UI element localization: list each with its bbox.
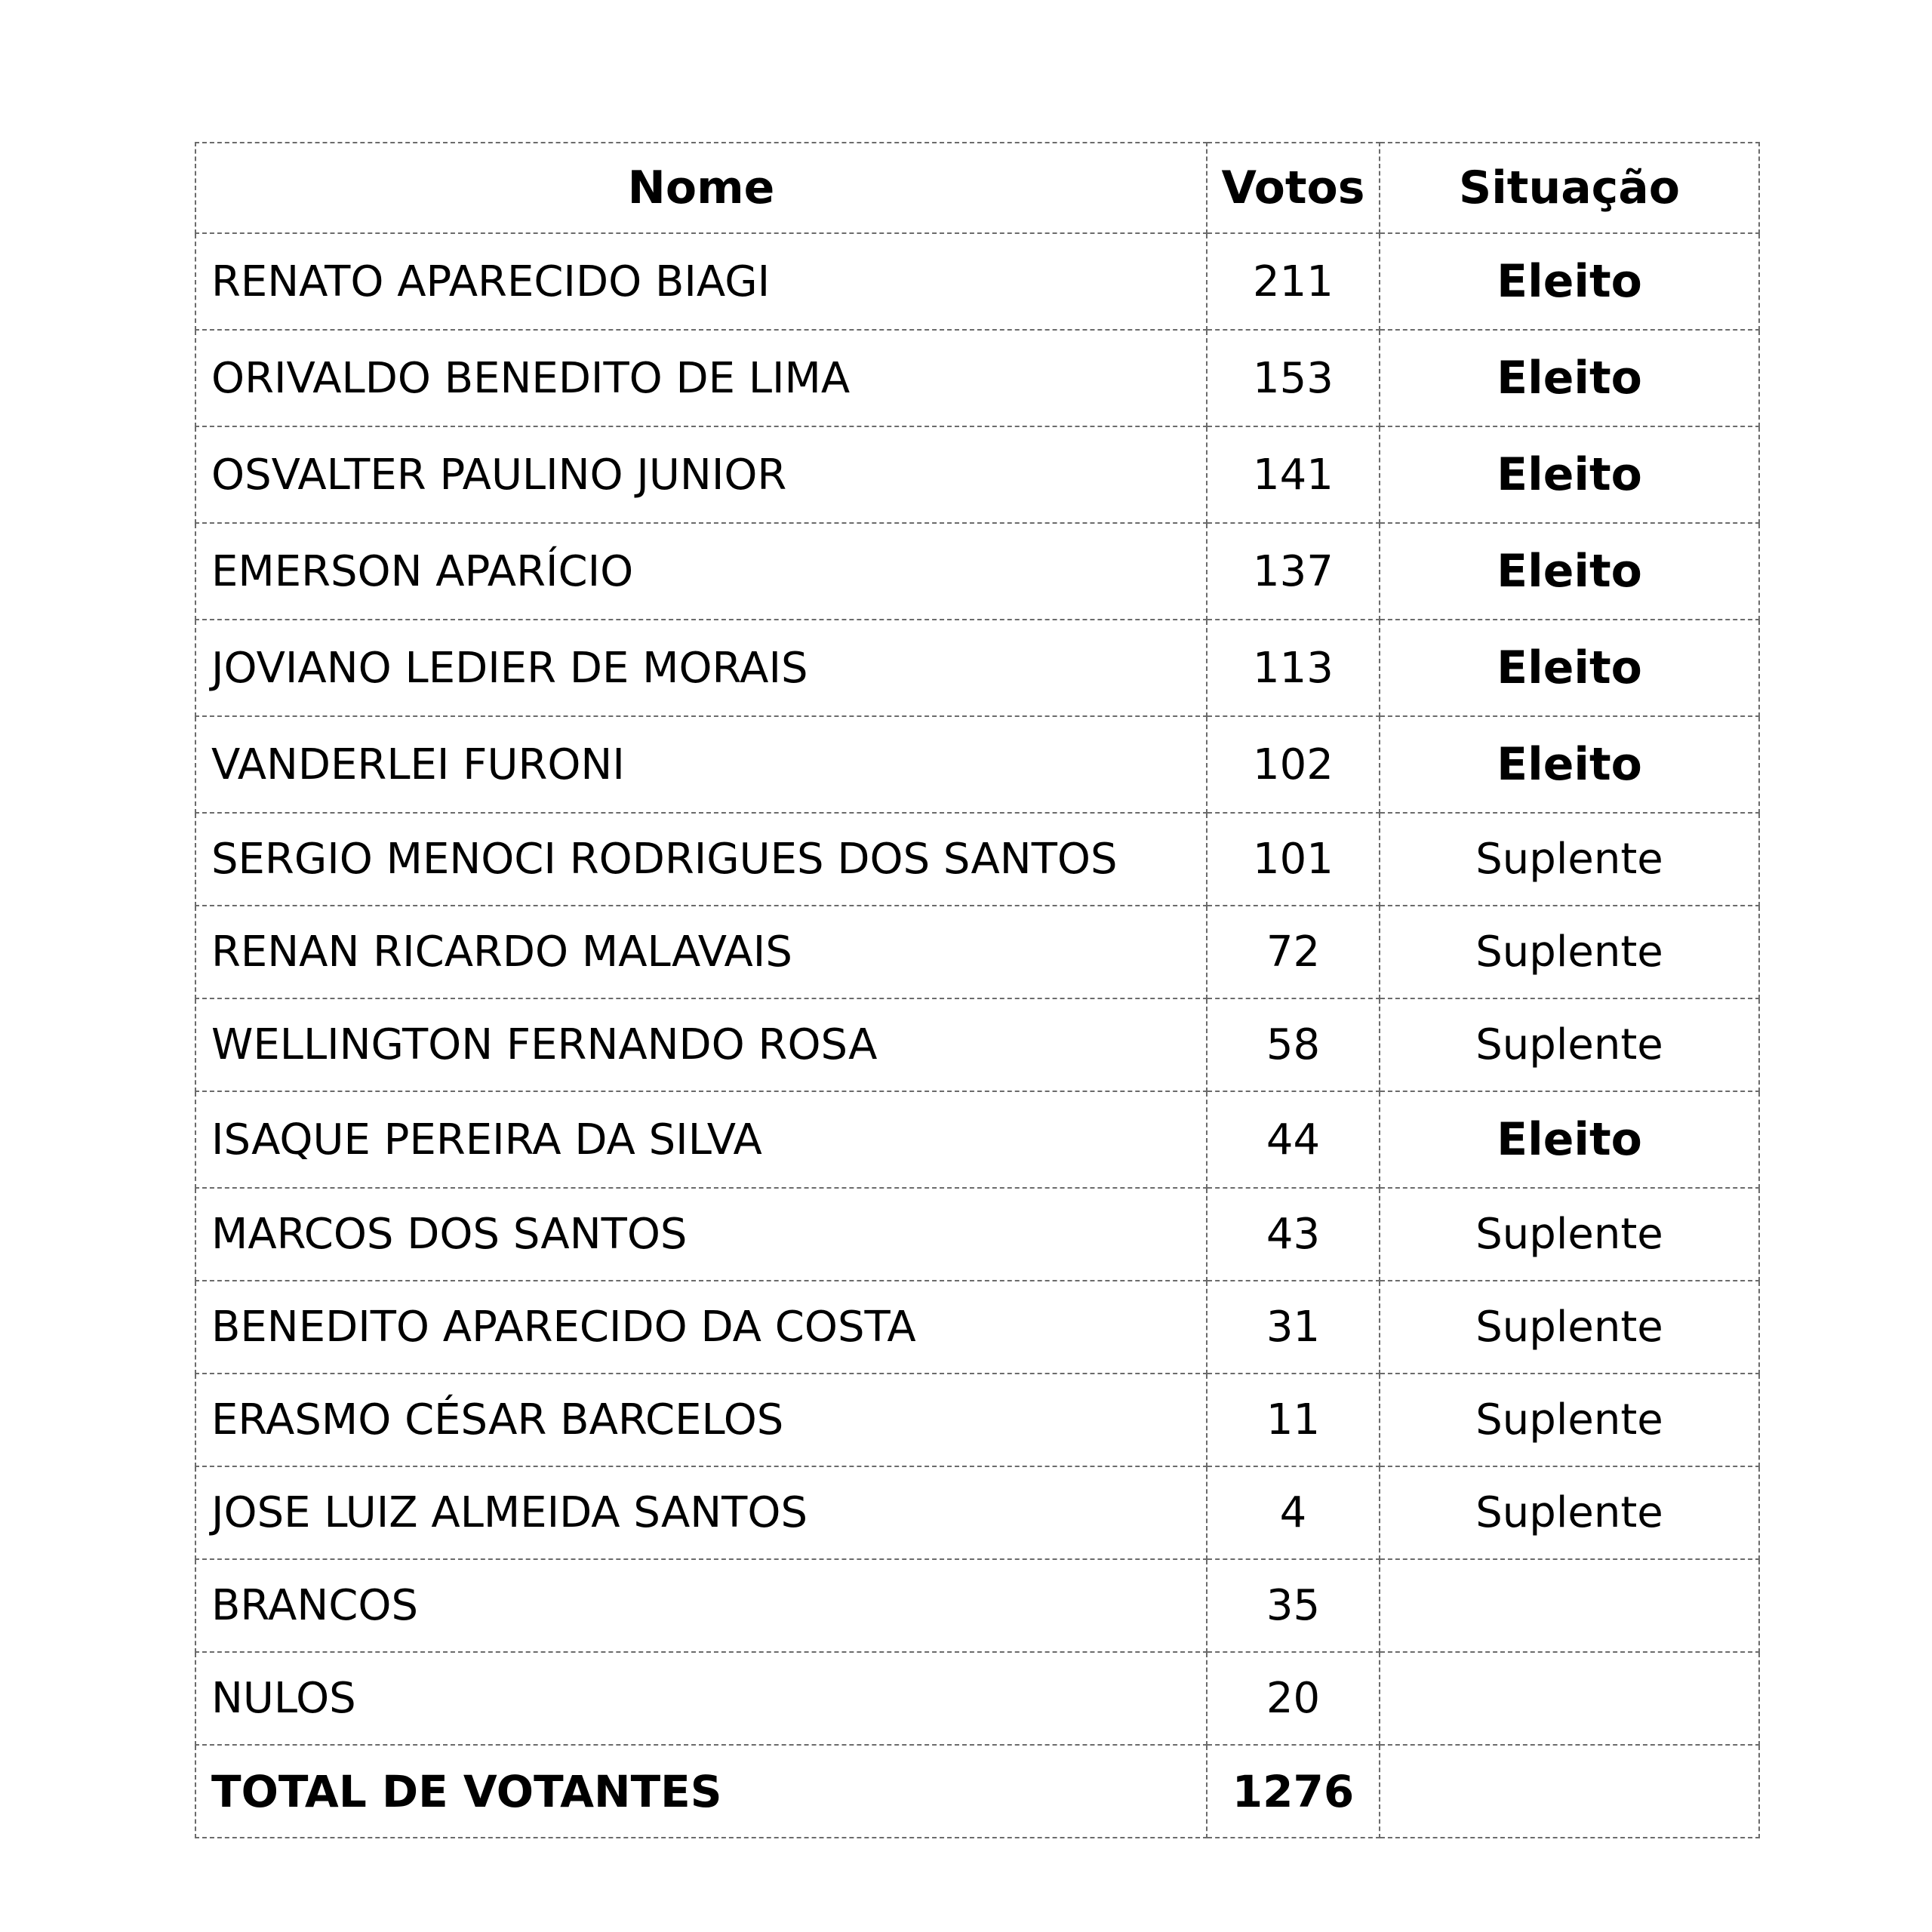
candidate-status: Eleito	[1380, 426, 1759, 523]
candidate-status: Eleito	[1380, 233, 1759, 330]
header-name: Nome	[195, 143, 1207, 233]
table-row	[195, 1652, 1759, 1745]
candidate-name: ISAQUE PEREIRA DA SILVA	[195, 1091, 1207, 1188]
candidate-votes: 102	[1207, 716, 1380, 813]
table-row	[195, 233, 1759, 330]
table-row	[195, 1091, 1759, 1188]
table-row	[195, 523, 1759, 620]
table-row	[195, 813, 1759, 906]
total-row	[195, 1745, 1759, 1838]
candidate-votes: 137	[1207, 523, 1380, 620]
header-votes: Votos	[1207, 143, 1380, 233]
candidate-status: Suplente	[1380, 906, 1759, 998]
blank-votes-count: 35	[1207, 1559, 1380, 1652]
table-row	[195, 906, 1759, 998]
candidate-votes: 31	[1207, 1281, 1380, 1374]
table-row	[195, 1466, 1759, 1559]
table-row	[195, 1188, 1759, 1281]
candidate-votes: 211	[1207, 233, 1380, 330]
candidate-votes: 72	[1207, 906, 1380, 998]
table-row	[195, 1559, 1759, 1652]
candidate-votes: 113	[1207, 620, 1380, 716]
null-votes-count: 20	[1207, 1652, 1380, 1745]
candidate-name: RENAN RICARDO MALAVAIS	[195, 906, 1207, 998]
table-row	[195, 330, 1759, 426]
candidate-name: SERGIO MENOCI RODRIGUES DOS SANTOS	[195, 813, 1207, 906]
candidate-status: Suplente	[1380, 1188, 1759, 1281]
candidate-name: ERASMO CÉSAR BARCELOS	[195, 1374, 1207, 1466]
candidate-votes: 153	[1207, 330, 1380, 426]
candidate-status: Eleito	[1380, 620, 1759, 716]
candidate-votes: 44	[1207, 1091, 1380, 1188]
candidate-name: JOVIANO LEDIER DE MORAIS	[195, 620, 1207, 716]
candidate-votes: 4	[1207, 1466, 1380, 1559]
candidate-name: JOSE LUIZ ALMEIDA SANTOS	[195, 1466, 1207, 1559]
table-row	[195, 1374, 1759, 1466]
candidate-status: Eleito	[1380, 330, 1759, 426]
candidate-status: Eleito	[1380, 1091, 1759, 1188]
candidate-status: Suplente	[1380, 1281, 1759, 1374]
candidate-name: ORIVALDO BENEDITO DE LIMA	[195, 330, 1207, 426]
null-votes-status	[1380, 1652, 1759, 1745]
candidate-status: Suplente	[1380, 1466, 1759, 1559]
election-results-table	[195, 142, 1760, 1838]
candidate-name: MARCOS DOS SANTOS	[195, 1188, 1207, 1281]
table-row	[195, 426, 1759, 523]
candidate-name: OSVALTER PAULINO JUNIOR	[195, 426, 1207, 523]
candidate-votes: 101	[1207, 813, 1380, 906]
table-header-row	[195, 143, 1759, 233]
null-votes-label: NULOS	[195, 1652, 1207, 1745]
blank-votes-label: BRANCOS	[195, 1559, 1207, 1652]
blank-votes-status	[1380, 1559, 1759, 1652]
candidate-name: EMERSON APARÍCIO	[195, 523, 1207, 620]
candidate-name: BENEDITO APARECIDO DA COSTA	[195, 1281, 1207, 1374]
candidate-votes: 58	[1207, 998, 1380, 1091]
header-status: Situação	[1380, 143, 1759, 233]
total-label: TOTAL DE VOTANTES	[195, 1745, 1207, 1838]
candidate-votes: 11	[1207, 1374, 1380, 1466]
candidate-votes: 141	[1207, 426, 1380, 523]
table-row	[195, 620, 1759, 716]
candidate-status: Eleito	[1380, 523, 1759, 620]
candidate-name: RENATO APARECIDO BIAGI	[195, 233, 1207, 330]
total-status	[1380, 1745, 1759, 1838]
candidate-name: WELLINGTON FERNANDO ROSA	[195, 998, 1207, 1091]
candidate-name: VANDERLEI FURONI	[195, 716, 1207, 813]
table-row	[195, 998, 1759, 1091]
total-votes: 1276	[1207, 1745, 1380, 1838]
candidate-status: Suplente	[1380, 1374, 1759, 1466]
candidate-votes: 43	[1207, 1188, 1380, 1281]
candidate-status: Eleito	[1380, 716, 1759, 813]
table-row	[195, 716, 1759, 813]
table-row	[195, 1281, 1759, 1374]
candidate-status: Suplente	[1380, 998, 1759, 1091]
candidate-status: Suplente	[1380, 813, 1759, 906]
